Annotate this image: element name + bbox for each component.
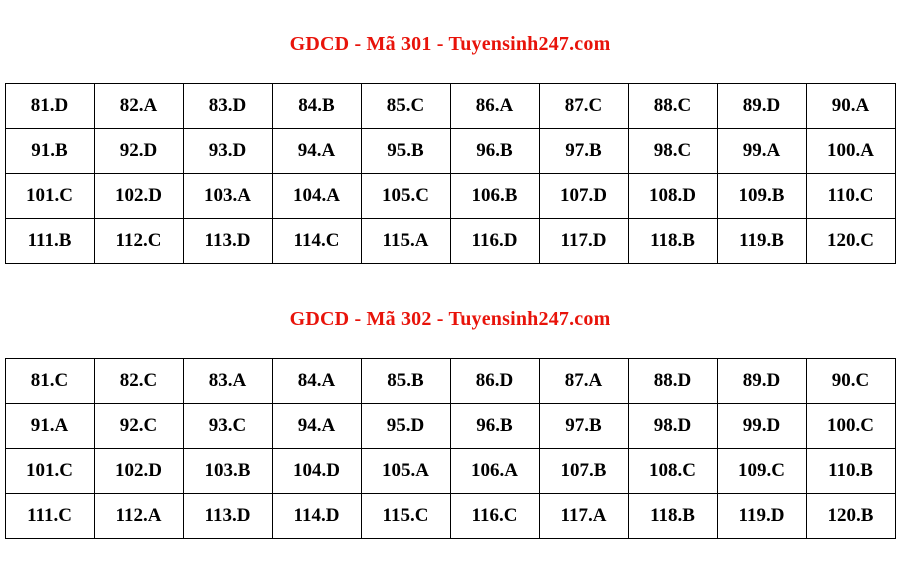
answer-cell: 108.D [628,174,717,219]
answer-cell: 90.C [806,359,895,404]
answer-cell: 108.C [628,449,717,494]
answer-cell: 112.A [94,494,183,539]
answer-cell: 119.D [717,494,806,539]
answer-cell: 94.A [272,129,361,174]
answer-cell: 101.C [5,174,94,219]
answer-cell: 93.C [183,404,272,449]
answer-cell: 103.B [183,449,272,494]
answer-cell: 95.D [361,404,450,449]
answer-cell: 113.D [183,494,272,539]
answer-cell: 104.A [272,174,361,219]
answer-cell: 99.A [717,129,806,174]
answer-cell: 84.B [272,84,361,129]
answer-cell: 119.B [717,219,806,264]
answer-cell: 111.B [5,219,94,264]
answer-cell: 116.C [450,494,539,539]
answer-cell: 106.B [450,174,539,219]
answer-cell: 81.D [5,84,94,129]
answer-cell: 92.C [94,404,183,449]
answer-cell: 110.C [806,174,895,219]
answer-cell: 107.D [539,174,628,219]
answer-cell: 86.D [450,359,539,404]
block-divider-space [0,264,900,282]
answer-cell: 105.C [361,174,450,219]
answer-cell: 85.B [361,359,450,404]
answer-cell: 100.C [806,404,895,449]
answer-cell: 89.D [717,84,806,129]
answer-cell: 87.C [539,84,628,129]
answer-cell: 115.C [361,494,450,539]
answer-cell: 114.D [272,494,361,539]
table-row [5,129,895,174]
table-row [5,219,895,264]
answer-cell: 107.B [539,449,628,494]
answer-cell: 117.D [539,219,628,264]
answer-block-301 [0,0,900,264]
table-row [5,449,895,494]
answer-cell: 110.B [806,449,895,494]
answer-cell: 87.A [539,359,628,404]
answer-cell: 82.C [94,359,183,404]
block-title-302: GDCD - Mã 302 - Tuyensinh247.com [289,308,611,330]
answer-cell: 114.C [272,219,361,264]
answer-cell: 118.B [628,219,717,264]
answer-cell: 115.A [361,219,450,264]
answer-cell: 83.D [183,84,272,129]
answer-cell: 118.B [628,494,717,539]
answer-cell: 95.B [361,129,450,174]
answer-cell: 112.C [94,219,183,264]
answer-cell: 120.C [806,219,895,264]
answer-cell: 91.A [5,404,94,449]
answer-cell: 92.D [94,129,183,174]
answer-table-301 [5,83,896,264]
answer-cell: 91.B [5,129,94,174]
answer-cell: 81.C [5,359,94,404]
answer-cell: 97.B [539,404,628,449]
answer-cell: 101.C [5,449,94,494]
answer-cell: 100.A [806,129,895,174]
answer-cell: 84.A [272,359,361,404]
answer-cell: 103.A [183,174,272,219]
answer-cell: 113.D [183,219,272,264]
answer-cell: 111.C [5,494,94,539]
answer-cell: 97.B [539,129,628,174]
answer-cell: 116.D [450,219,539,264]
answer-cell: 102.D [94,449,183,494]
answer-table-302 [5,358,896,539]
answer-cell: 93.D [183,129,272,174]
answer-cell: 120.B [806,494,895,539]
answer-cell: 98.C [628,129,717,174]
table-row [5,494,895,539]
table-row [5,404,895,449]
answer-cell: 96.B [450,404,539,449]
answer-cell: 90.A [806,84,895,129]
answer-cell: 86.A [450,84,539,129]
answer-cell: 88.D [628,359,717,404]
table-row [5,84,895,129]
answer-cell: 82.A [94,84,183,129]
answer-cell: 83.A [183,359,272,404]
answer-cell: 106.A [450,449,539,494]
table-row [5,359,895,404]
answer-cell: 109.C [717,449,806,494]
answer-block-302 [0,282,900,539]
answer-cell: 96.B [450,129,539,174]
answer-cell: 104.D [272,449,361,494]
answer-cell: 85.C [361,84,450,129]
answer-cell: 94.A [272,404,361,449]
answer-cell: 98.D [628,404,717,449]
answer-cell: 89.D [717,359,806,404]
answer-cell: 109.B [717,174,806,219]
answer-cell: 88.C [628,84,717,129]
answer-cell: 117.A [539,494,628,539]
answer-cell: 99.D [717,404,806,449]
answer-cell: 105.A [361,449,450,494]
block-title-301: GDCD - Mã 301 - Tuyensinh247.com [289,33,611,55]
answer-cell: 102.D [94,174,183,219]
table-row [5,174,895,219]
